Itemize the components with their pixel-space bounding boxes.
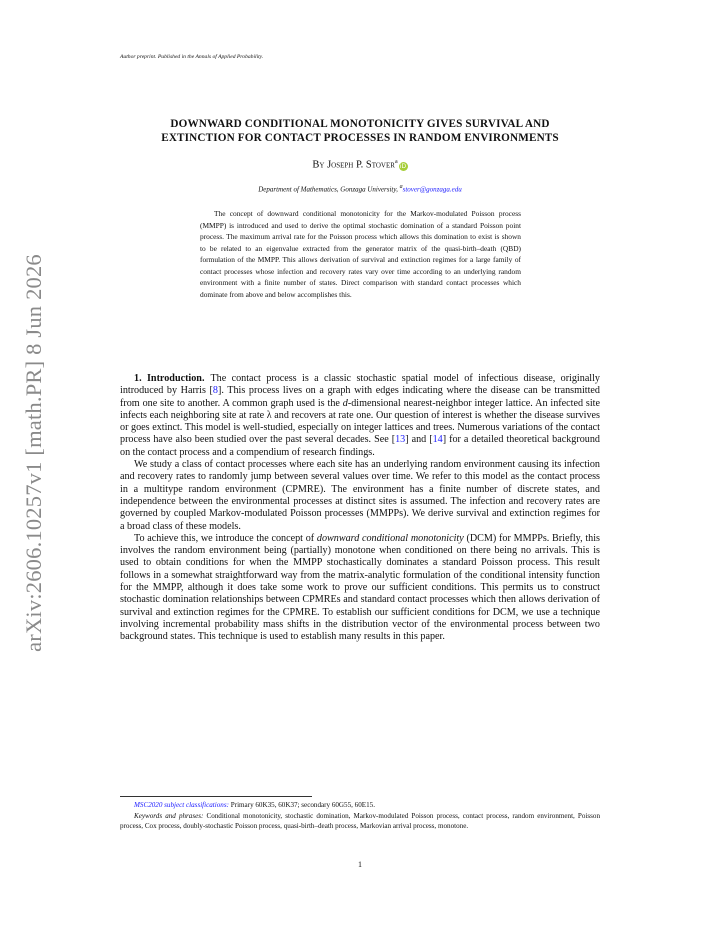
msc-footnote bbox=[120, 800, 600, 811]
author-prefix: By bbox=[312, 159, 325, 171]
keywords-footnote bbox=[120, 811, 600, 832]
arxiv-sidebar-stamp bbox=[14, 254, 54, 652]
keywords-label: Keywords and phrases: bbox=[134, 811, 204, 820]
paper-title bbox=[100, 117, 620, 145]
page-number: 1 bbox=[358, 860, 362, 869]
emphasis-dcm: downward conditional monotonicity bbox=[316, 532, 464, 544]
section-heading: 1. Introduction. bbox=[134, 373, 205, 384]
author-affil-mark: a bbox=[394, 159, 398, 165]
msc-codes: Primary 60K35, 60K37; secondary 60G55, 60E15. bbox=[228, 801, 375, 809]
orcid-icon[interactable]: iD bbox=[400, 162, 407, 170]
author-email-link[interactable]: stover@gonzaga.edu bbox=[402, 185, 462, 194]
affiliation-mark: a bbox=[399, 184, 403, 190]
keywords-list: Conditional monotonicity, stochastic domination, Markov-modulated Poisson process, contact process, random environment, Poisson process, Cox process, doubly-stochastic Poisson process, quasi-birth–death process, Markovian arrival process, monotone. bbox=[120, 811, 600, 831]
author-name: Joseph P. Stover bbox=[327, 159, 395, 171]
affiliation-department: Department of Mathematics, Gonzaga University, bbox=[258, 185, 398, 194]
arxiv-id: arXiv:2606.10257v1 [math.PR] 8 Jun 2026 bbox=[21, 254, 46, 652]
footnotes bbox=[120, 800, 600, 832]
footnote-rule bbox=[120, 796, 312, 797]
intro-paragraph-1 bbox=[120, 373, 600, 459]
intro-text: ] and [ bbox=[405, 434, 433, 446]
abstract: The concept of downward conditional monotonicity for the Markov-modulated Poisson process (MMPP) is introduced and used to derive the optimal stochastic domination of a standard Poisson point process. The maximum arrival rate for the Poisson process which allows this domination to exist is shown to be related to an eigenvalue extracted from the generator matrix of the quasi-birth–death (QBD) formulation of the MMPP. This allows derivation of survival and extinction regimes for a large family of contact processes whose infection and recovery rates vary over time according to an underlying random environment with a finite number of states. Direct comparison with standard contact processes which dominate from above and below accomplishes this. bbox=[200, 209, 521, 299]
intro-paragraph-2: We study a class of contact processes where each site has an underlying random environment causing its infection and recovery rates to randomly jump between several values over time. We refer to this model as the contact process in a multitype random environment (CPMRE). The environment has a finite number of discrete states, and independence between the environmental processes at distinct sites is assumed. The infection and recovery rates are governed by coupled Markov-modulated Poisson processes (MMPPs). We derive survival and extinction regimes for a broad class of these models. bbox=[120, 459, 600, 532]
intro-text: To achieve this, we introduce the concept of bbox=[134, 532, 317, 544]
intro-text: The contact process is a classic stochastic spatial model of infectious disease, originally introduced by Harris [ bbox=[120, 373, 600, 397]
citation-link-13[interactable]: 13 bbox=[395, 434, 406, 446]
intro-text: (DCM) for MMPPs. Briefly, this involves the random environment being (partially) monotone when conditioned on there being no arrivals. This is used to obtain conditions for when the MMPP stochastically dominates a standard Poisson process. This result follows in a somewhat straightforward way from the matrix-analytic formulation of the conditional intensity function for the MMPP, although it does take some work to prove our sufficient conditions. This permits us to construct stochastic domination relationships between CPMREs and standard contact processes which then allows derivation of survival and extinction regimes for the CPMRE. To establish our sufficient conditions for DCM, we use a technique involving incremental probability mass shifts in the distribution vector of the environmental process between two background states. This technique is used to establish many results in this paper. bbox=[120, 532, 600, 643]
citation-link-8[interactable]: 8 bbox=[212, 385, 218, 397]
title-line-1: DOWNWARD CONDITIONAL MONOTONICITY GIVES SURVIVAL AND bbox=[170, 118, 550, 130]
citation-link-14[interactable]: 14 bbox=[432, 434, 443, 446]
math-d: d bbox=[342, 397, 348, 409]
author-line bbox=[100, 159, 620, 171]
introduction-section bbox=[120, 373, 600, 644]
intro-text: ]. This process lives on a graph with edges indicating where the disease can be transmitted from one site to another. A common graph used is the bbox=[120, 385, 600, 409]
intro-text: -dimensional nearest-neighbor integer lattice. An infected site infects each neighboring site at rate λ and recovers at rate one. Our question of interest is whether the disease survives or goes extinct. This model is well-studied, especially on integer lattices and trees. Numerous variations of the contact process have also been studied over the past several decades. See [ bbox=[120, 397, 600, 446]
msc-classification-link[interactable]: MSC2020 subject classifications: bbox=[134, 801, 229, 809]
title-line-2: EXTINCTION FOR CONTACT PROCESSES IN RANDOM ENVIRONMENTS bbox=[161, 132, 559, 144]
intro-paragraph-3 bbox=[120, 533, 600, 644]
intro-text: ] for a detailed theoretical background on the contact process and a compendium of research findings. bbox=[120, 434, 600, 458]
affiliation bbox=[100, 184, 620, 193]
preprint-note: Author preprint. Published in the Annals of Applied Probability. bbox=[120, 54, 264, 60]
